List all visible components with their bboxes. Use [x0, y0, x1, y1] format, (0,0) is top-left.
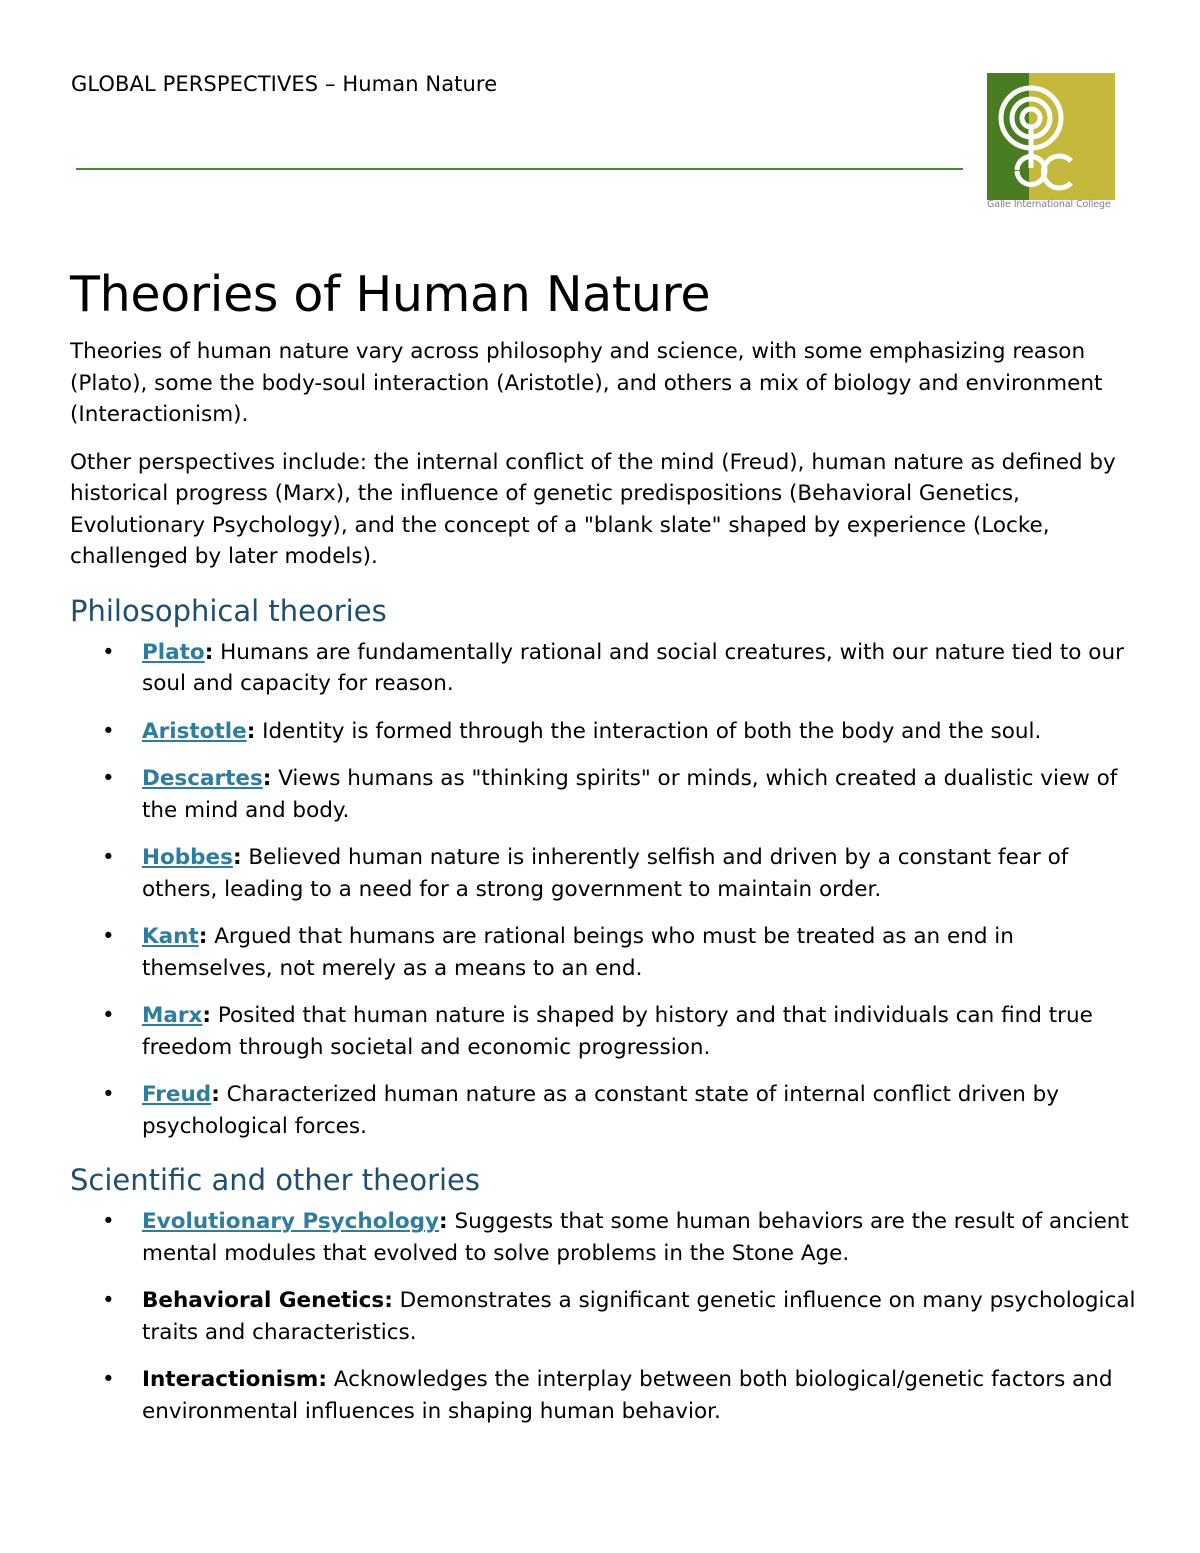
bullet-icon: • [102, 1003, 115, 1028]
item-description: Views humans as "thinking spirits" or minds, which created a dualistic view of the mind and body. [142, 766, 1118, 823]
theorist-link-plato[interactable]: Plato [142, 639, 205, 665]
philosophical-theories-list [70, 637, 1140, 1143]
item-description: Acknowledges the interplay between both biological/genetic factors and environmental influences in shaping human behavior. [142, 1367, 1113, 1424]
bullet-icon: • [102, 766, 115, 791]
list-item: • Plato: Humans are fundamentally rational and social creatures, with our nature tied to our soul and capacity for reason. [70, 637, 1140, 700]
item-description: Characterized human nature as a constant state of internal conflict driven by psychological forces. [142, 1082, 1060, 1139]
logo-emblem-icon [987, 73, 1115, 200]
theorist-link-descartes[interactable]: Descartes [142, 766, 263, 791]
item-description: Humans are fundamentally rational and social creatures, with our nature tied to our soul and capacity for reason. [142, 639, 1124, 696]
bullet-icon: • [102, 718, 115, 744]
scientific-theories-list [70, 1206, 1140, 1427]
theorist-link-marx[interactable]: Marx [142, 1003, 203, 1028]
item-description: Identity is formed through the interaction of both the body and the soul. [255, 718, 1042, 744]
list-item: • Aristotle: Identity is formed through the interaction of both the body and the soul. [70, 716, 1140, 748]
list-item: • Behavioral Genetics: Demonstrates a significant genetic influence on many psychological traits and characteristics. [70, 1285, 1140, 1348]
theory-link-evolutionary-psychology[interactable]: Evolutionary Psychology [142, 1209, 440, 1234]
theorist-link-kant[interactable]: Kant [142, 924, 199, 949]
header-divider [76, 168, 963, 170]
bullet-icon: • [102, 845, 115, 870]
document-body [70, 262, 1140, 1443]
theory-name-behavioral-genetics: Behavioral Genetics [142, 1288, 385, 1313]
theorist-link-hobbes[interactable]: Hobbes [142, 845, 233, 870]
list-item: • Kant: Argued that humans are rational beings who must be treated as an end in themselves, not merely as a means to an end. [70, 921, 1140, 984]
list-item: • Evolutionary Psychology: Suggests that some human behaviors are the result of ancient mental modules that evolved to solve problems in the Stone Age. [70, 1206, 1140, 1269]
bullet-icon: • [102, 1209, 115, 1234]
item-description: Suggests that some human behaviors are the result of ancient mental modules that evolved to solve problems in the Stone Age. [142, 1209, 1129, 1266]
item-description: Demonstrates a significant genetic influence on many psychological traits and characteristics. [142, 1288, 1136, 1345]
item-description: Argued that humans are rational beings who must be treated as an end in themselves, not merely as a means to an end. [142, 924, 1014, 981]
bullet-icon: • [102, 1288, 115, 1313]
item-description: Posited that human nature is shaped by history and that individuals can find true freedom through societal and economic progression. [142, 1003, 1093, 1060]
document-header: GLOBAL PERSPECTIVES – Human Nature [71, 72, 498, 96]
list-item: • Hobbes: Believed human nature is inherently selfish and driven by a constant fear of others, leading to a need for a strong government to maintain order. [70, 842, 1140, 905]
bullet-icon: • [102, 924, 115, 949]
list-item: • Descartes: Views humans as "thinking spirits" or minds, which created a dualistic view of the mind and body. [70, 763, 1140, 826]
theory-name-interactionism: Interactionism [142, 1367, 319, 1392]
section-heading-scientific: Scientific and other theories [70, 1163, 481, 1197]
list-item: • Interactionism: Acknowledges the interplay between both biological/genetic factors and environmental influences in shaping human behavior. [70, 1364, 1140, 1427]
bullet-icon: • [102, 639, 115, 665]
section-heading-philosophical: Philosophical theories [70, 593, 387, 628]
bullet-icon: • [102, 1082, 115, 1107]
intro-paragraph: Theories of human nature vary across philosophy and science, with some emphasizing reason (Plato), some the body-soul interaction (Aristotle), and others a mix of biology and environment (Interactionism). [70, 339, 1103, 427]
item-description: Believed human nature is inherently selfish and driven by a constant fear of others, leading to a need for a strong government to maintain order. [142, 845, 1069, 902]
list-item: • Freud: Characterized human nature as a constant state of internal conflict driven by psychological forces. [70, 1079, 1140, 1142]
logo-caption: Galle International College [987, 199, 1111, 210]
list-item: • Marx: Posited that human nature is shaped by history and that individuals can find true freedom through societal and economic progression. [70, 1000, 1140, 1063]
page-title: Theories of Human Nature [70, 266, 711, 323]
theorist-link-freud[interactable]: Freud [142, 1082, 212, 1107]
college-logo [987, 73, 1115, 213]
intro-paragraph: Other perspectives include: the internal conflict of the mind (Freud), human nature as defined by historical progress (Marx), the influence of genetic predispositions (Behavioral Genetics, Evolutionary Psychology), and the concept of a "blank slate" shaped by experience (Locke, challenged by later models). [70, 449, 1116, 569]
theorist-link-aristotle[interactable]: Aristotle [142, 718, 247, 744]
bullet-icon: • [102, 1367, 115, 1392]
